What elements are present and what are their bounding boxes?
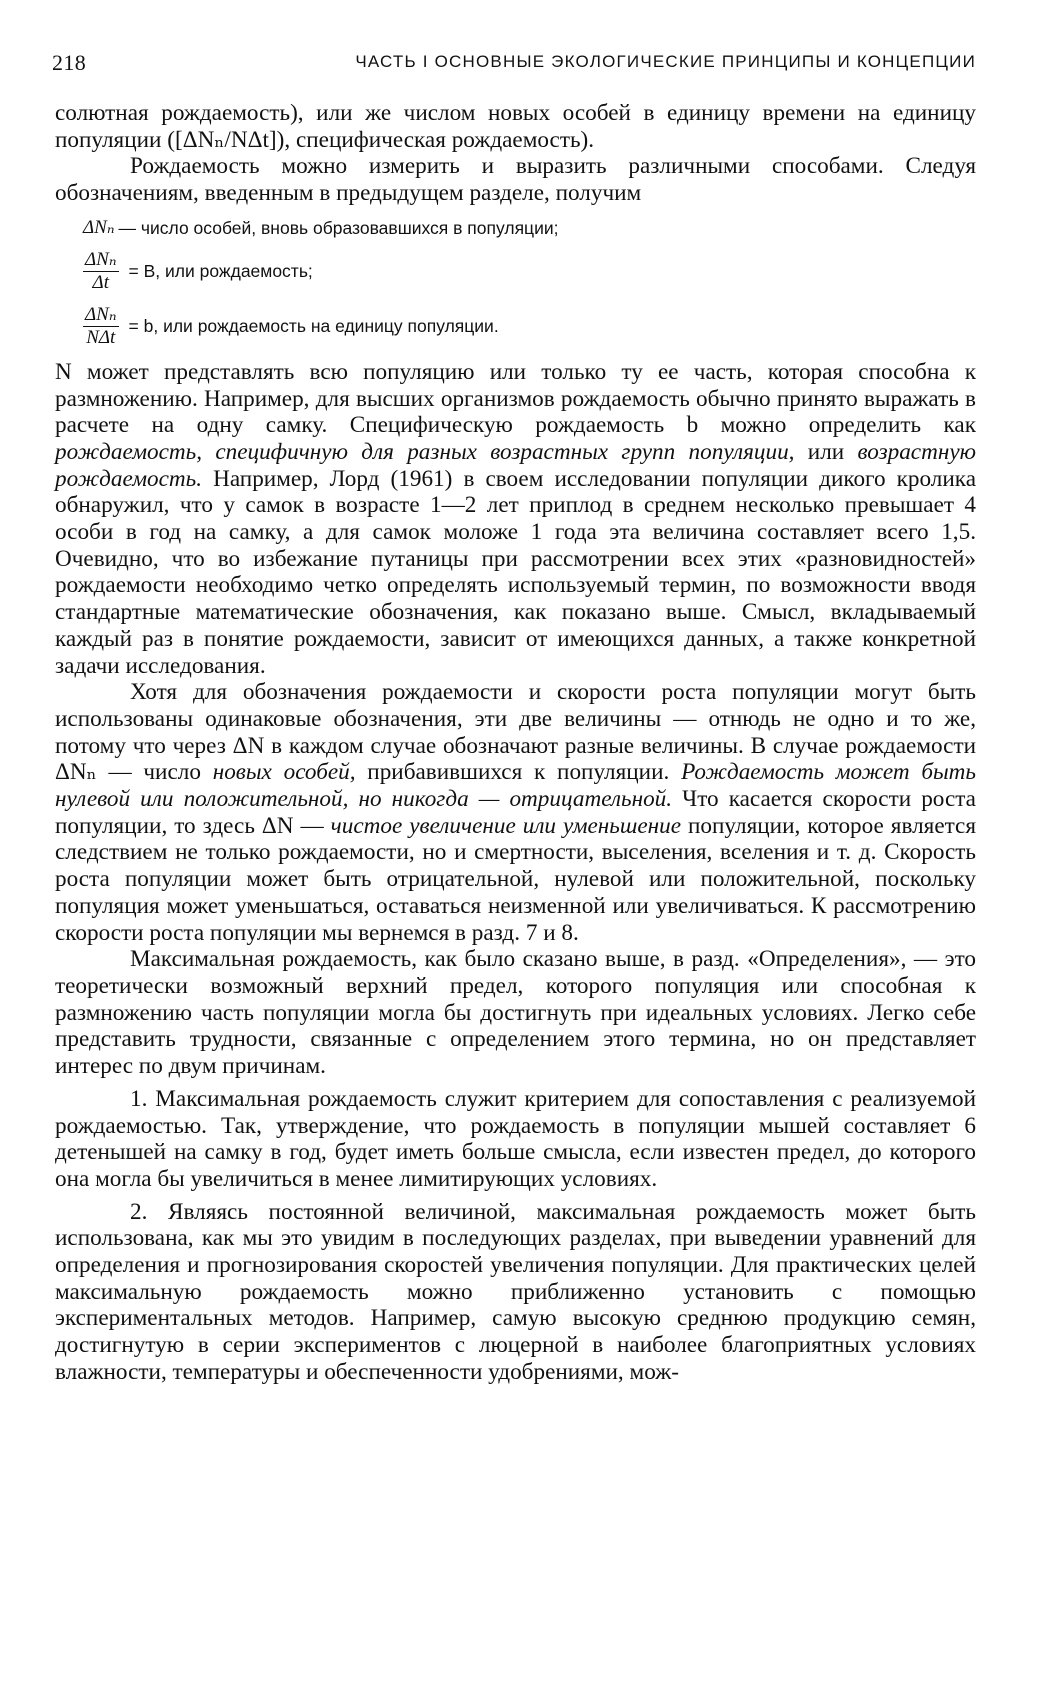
definition-text: = B, или рождаемость;: [128, 261, 313, 282]
definition-text: = b, или рождаемость на единицу популяции.: [128, 316, 499, 337]
italic-term: новых особей,: [212, 759, 356, 786]
fraction-delta-nn-over-n-delta-t: [83, 304, 119, 349]
running-title: ЧАСТЬ I ОСНОВНЫЕ ЭКОЛОГИЧЕСКИЕ ПРИНЦИПЫ И КОНЦЕПЦИИ: [355, 52, 976, 71]
page-number: 218: [52, 50, 87, 75]
italic-term: чистое увеличение или уменьшение: [330, 812, 682, 839]
definition-text: — число особей, вновь образовавшихся в популяции;: [118, 217, 559, 238]
text-span: Хотя для обозначения рождаемости и скорости роста популяции могут быть использованы одинаковые обозначения, эти две величины — отнюдь не одно и то же, потому что через ΔN в каждом случае обозначают разные величины. В случае рождаемости ΔNₙ — число: [55, 679, 976, 786]
italic-term: Рождаемость может быть нулевой или положительной, но никогда — отрицательной.: [55, 759, 976, 813]
text-span: прибавившихся к популяции.: [355, 759, 682, 786]
page-header: [52, 50, 976, 78]
italic-term: рождаемость, специфичную для разных возрастных групп популяции,: [55, 438, 795, 465]
fraction-numerator: ΔNₙ: [85, 248, 117, 270]
fraction-denominator: NΔt: [86, 326, 116, 348]
paragraph-reason-2: 2. Являясь постоянной величиной, максимальная рождаемость может быть использована, как мы это увидим в последующих разделах, при выведении уравнений для определения и прогнозирования скоростей увеличения популяции. Для практических целей максимальную рождаемость можно приближенно установить с помощью экспериментальных методов. Например, самую высокую среднюю продукцию семян, достигнутую в серии экспериментов с люцерной в наиболее благоприятных условиях влажности, температуры и обеспеченности удобрениями, мож-: [55, 1198, 976, 1385]
text-span: N может представлять всю популяцию или только ту ее часть, которая способна к размножению. Например, для высших организмов рождаемость обычно принято выражать в расчете на одну самку. Специфическую рождаемость b можно определить как: [55, 358, 976, 439]
paragraph-maximum-natality: Максимальная рождаемость, как было сказано выше, в разд. «Определения», — это теоретически возможный верхний предел, которого популяция или способная к размножению часть популяции могла бы достигнуть при идеальных условиях. Легко себе представить трудности, связанные с определением этого термина, но он представляет интерес по двум причинам.: [55, 946, 976, 1080]
paragraph-reason-1: 1. Максимальная рождаемость служит критерием для сопоставления с реализуемой рождаемостью. Так, утверждение, что рождаемость в популяции мышей составляет 6 детенышей на самку в год, будет иметь больше смысла, если известен предел, до которого она могла бы увеличиться в менее лимитирующих условиях.: [55, 1085, 976, 1192]
page-body: [55, 100, 976, 1386]
definition-specific-natality: [83, 304, 976, 349]
italic-term: возрастную рождаемость.: [55, 438, 976, 492]
definition-absolute-natality: [83, 249, 976, 294]
text-span: или: [794, 438, 858, 465]
paragraph-specific-natality: [55, 359, 976, 679]
fraction-denominator: Δt: [92, 271, 109, 293]
text-span: Например, Лорд (1961) в своем исследовании популяции дикого кролика обнаружил, что у самок в возрасте 1—2 лет приплод в среднем несколько превышает 4 особи в год на самку, а для самок моложе 1 года эта величина составляет всего 1,5. Очевидно, что во избежание путаницы при рассмотрении всех этих «разновидностей» рождаемости необходимо четко определять используемый термин, по возможности вводя стандартные математические обозначения, как показано выше. Смысл, вкладываемый каждый раз в понятие рождаемости, зависит от имеющихся данных, а также конкретной задачи исследования.: [55, 465, 976, 679]
definition-new-individuals: [83, 217, 976, 239]
definitions-block: [83, 217, 976, 349]
fraction-delta-nn-over-delta-t: [83, 249, 119, 294]
text-span: популяции, которое является следствием не только рождаемости, но и смертности, выселения, вселения и т. д. Скорость роста популяции может быть отрицательной, нулевой или положительной, поскольку популяция может уменьшаться, оставаться неизменной или увеличиваться. К рассмотрению скорости роста популяции мы вернемся в разд. 7 и 8.: [55, 812, 976, 946]
symbol-delta-nn: ΔNₙ: [83, 216, 115, 238]
fraction-numerator: ΔNₙ: [85, 303, 117, 325]
paragraph-continuation: солютная рождаемость), или же числом новых особей в единицу времени на единицу популяции ([ΔNₙ/NΔt]), специфическая рождаемость).: [55, 100, 976, 153]
text-span: Что касается скорости роста популяции, то здесь ΔN —: [55, 786, 976, 839]
paragraph-intro-notation: Рождаемость можно измерить и выразить различными способами. Следуя обозначениям, введенным в предыдущем разделе, получим: [55, 153, 976, 207]
paragraph-natality-vs-growth: [55, 679, 976, 946]
